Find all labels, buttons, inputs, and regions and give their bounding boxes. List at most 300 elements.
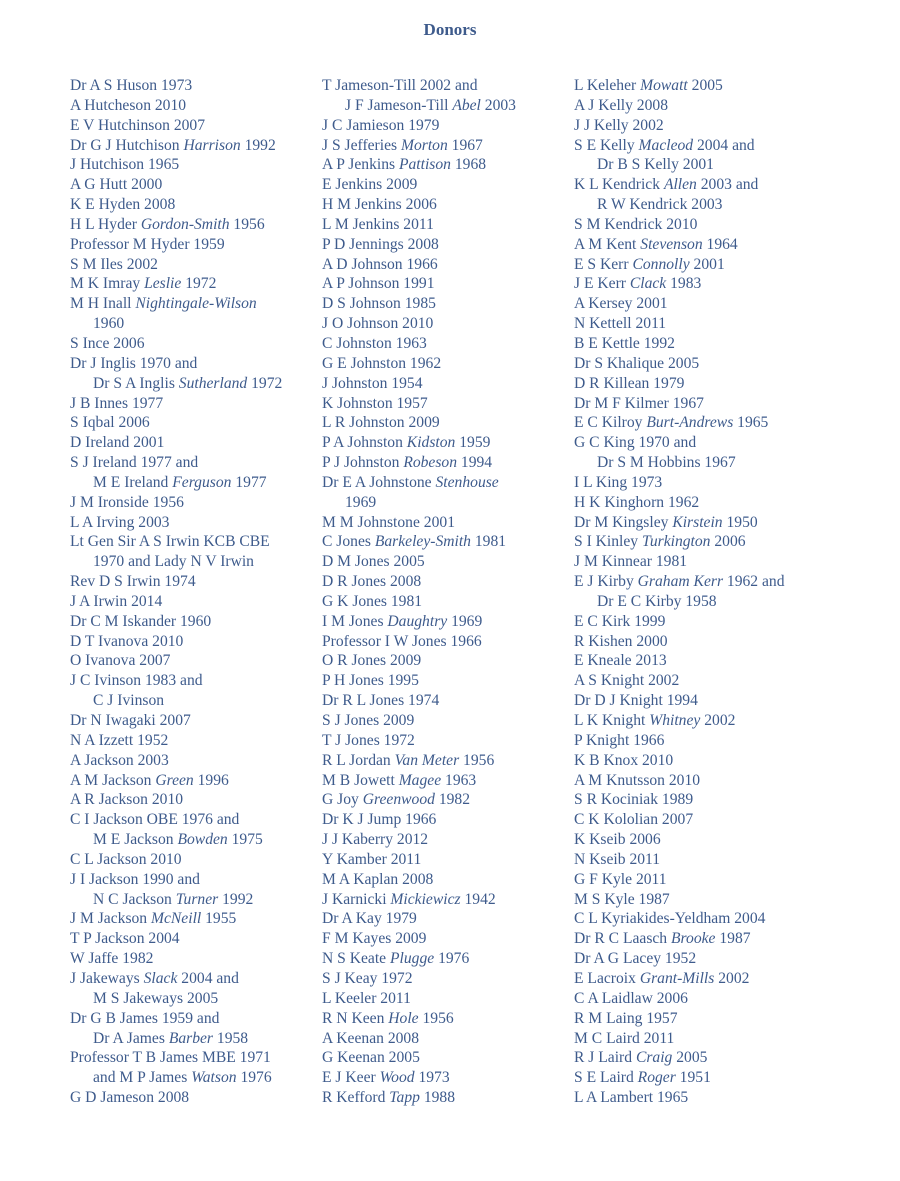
- donor-text: M S Kyle 1987: [574, 890, 670, 908]
- donor-entry: [322, 870, 574, 890]
- donor-line: [574, 473, 824, 493]
- maiden-name: Morton: [400, 136, 448, 154]
- donor-text: C L Kyriakides-Yeldham 2004: [574, 910, 766, 928]
- donor-entry: [322, 632, 574, 652]
- donor-entry: [322, 949, 574, 969]
- donor-line: [70, 790, 322, 810]
- donor-line: [574, 96, 824, 116]
- maiden-name: Mickiewicz: [390, 890, 461, 908]
- donor-entry: [322, 394, 574, 414]
- donor-line: [322, 989, 574, 1009]
- donor-text: Dr B S Kelly 2001: [597, 156, 714, 174]
- donor-text: 1970 and Lady N V Irwin: [93, 553, 254, 571]
- donor-entry: [322, 929, 574, 949]
- donor-text: J Jakeways: [70, 969, 144, 987]
- donor-entry: [322, 513, 574, 533]
- donor-entry: [70, 413, 322, 433]
- donor-text: T J Jones 1972: [322, 731, 415, 749]
- donor-line: [322, 394, 574, 414]
- donor-text: 1956: [459, 751, 495, 769]
- donor-line: [70, 731, 322, 751]
- donor-entry: [322, 711, 574, 731]
- maiden-name: Nightingale-Wilson: [135, 295, 257, 313]
- donor-entry: [70, 175, 322, 195]
- donor-entry: [322, 294, 574, 314]
- donor-text: C L Jackson 2010: [70, 850, 182, 868]
- donor-line: [70, 394, 322, 414]
- donor-text: 1972: [247, 374, 283, 392]
- donor-entry: [574, 473, 824, 493]
- donor-entry: [322, 453, 574, 473]
- donor-text: Dr A G Lacey 1952: [574, 950, 697, 968]
- donor-line-continued: [574, 195, 824, 215]
- donor-text: 1987: [715, 930, 751, 948]
- maiden-name: Graham Kerr: [637, 573, 724, 591]
- donor-text: L Keeler 2011: [322, 989, 411, 1007]
- donor-line: [322, 76, 574, 96]
- donor-entry: [574, 413, 824, 433]
- donor-text: 1988: [419, 1089, 456, 1107]
- donor-line: [574, 1088, 824, 1108]
- donor-entry: [322, 195, 574, 215]
- maiden-name: Sutherland: [178, 374, 248, 392]
- donor-text: J F Jameson-Till: [345, 96, 453, 114]
- donor-entry: [70, 493, 322, 513]
- donor-text: H L Hyder: [70, 215, 141, 233]
- donor-text: G Keenan 2005: [322, 1049, 420, 1067]
- donor-entry: [574, 175, 824, 215]
- donor-line: [322, 592, 574, 612]
- donor-line: [574, 949, 824, 969]
- donor-entry: [574, 909, 824, 929]
- donor-line: [70, 929, 322, 949]
- donor-text: Professor M Hyder 1959: [70, 235, 225, 253]
- donor-text: 1963: [441, 771, 477, 789]
- donor-text: P J Johnston: [322, 454, 404, 472]
- donor-line: [322, 632, 574, 652]
- donor-entry: [70, 651, 322, 671]
- donor-line: [322, 235, 574, 255]
- donor-text: S Iqbal 2006: [70, 414, 150, 432]
- donor-text: L A Irving 2003: [70, 513, 170, 531]
- donor-line: [70, 632, 322, 652]
- donor-text: E J Kirby: [574, 573, 638, 591]
- donor-text: E C Kirk 1999: [574, 612, 666, 630]
- donor-entry: [70, 1048, 322, 1088]
- maiden-name: Burt-Andrews: [646, 414, 734, 432]
- donor-entry: [322, 334, 574, 354]
- donor-text: C Jones: [322, 533, 375, 551]
- donor-line: [322, 890, 574, 910]
- maiden-name: Plugge: [390, 950, 435, 968]
- donor-text: 2003: [480, 96, 516, 114]
- donor-line: [322, 771, 574, 791]
- donor-line: [70, 651, 322, 671]
- donor-entry: [322, 155, 574, 175]
- donor-line: [70, 215, 322, 235]
- donor-text: E C Kilroy: [574, 414, 647, 432]
- donor-line: [70, 235, 322, 255]
- donor-entry: [322, 473, 574, 513]
- donor-text: Dr K J Jump 1966: [322, 811, 437, 829]
- maiden-name: Connolly: [632, 255, 690, 273]
- donor-entry: [322, 1029, 574, 1049]
- donor-line: [574, 76, 824, 96]
- maiden-name: Allen: [663, 176, 697, 194]
- donor-text: E Lacroix: [574, 969, 640, 987]
- donor-line: [70, 909, 322, 929]
- donor-line: [322, 691, 574, 711]
- maiden-name: Grant-Mills: [639, 969, 715, 987]
- donor-entry: [574, 691, 824, 711]
- donor-text: H K Kinghorn 1962: [574, 493, 700, 511]
- maiden-name: Kidston: [406, 434, 456, 452]
- donor-line: [322, 731, 574, 751]
- donor-line: [574, 394, 824, 414]
- donor-entry: [70, 870, 322, 910]
- donor-entry: [322, 830, 574, 850]
- donor-text: Y Kamber 2011: [322, 850, 422, 868]
- donor-entry: [574, 651, 824, 671]
- donor-text: Dr M F Kilmer 1967: [574, 394, 704, 412]
- donor-line: [574, 810, 824, 830]
- donor-text: S E Kelly: [574, 136, 639, 154]
- donor-entry: [574, 493, 824, 513]
- donor-entry: [70, 235, 322, 255]
- donor-text: Dr G J Hutchison: [70, 136, 184, 154]
- donor-text: S E Laird: [574, 1069, 638, 1087]
- donor-text: A Hutcheson 2010: [70, 96, 187, 114]
- donor-line-continued: [70, 1068, 322, 1088]
- donor-line: [322, 711, 574, 731]
- donor-entry: [70, 294, 322, 334]
- page-title: Donors: [423, 20, 477, 39]
- donor-text: A D Johnson 1966: [322, 255, 438, 273]
- donor-text: A J Kelly 2008: [574, 96, 668, 114]
- maiden-name: Clack: [629, 275, 667, 293]
- donor-line: [322, 552, 574, 572]
- donor-text: 2002: [700, 712, 736, 729]
- donor-line: [574, 116, 824, 136]
- donor-line-continued: [70, 314, 322, 334]
- donor-text: B E Kettle 1992: [574, 334, 675, 352]
- donor-line: [574, 1029, 824, 1049]
- donor-text: R Kefford: [322, 1089, 390, 1107]
- donor-line: [322, 751, 574, 771]
- maiden-name: Leslie: [144, 275, 182, 293]
- donor-text: Dr C M Iskander 1960: [70, 612, 212, 630]
- donor-entry: [70, 453, 322, 493]
- donor-line: [574, 433, 824, 453]
- donor-text: 1975: [227, 831, 263, 849]
- donor-text: A S Knight 2002: [574, 672, 680, 690]
- donor-text: Professor T B James MBE 1971: [70, 1049, 271, 1067]
- donor-line: [70, 513, 322, 533]
- donor-entry: [70, 354, 322, 394]
- donor-entry: [322, 552, 574, 572]
- donor-entry: [322, 671, 574, 691]
- donor-text: K L Kendrick: [574, 176, 664, 194]
- maiden-name: Harrison: [183, 136, 241, 154]
- maiden-name: Roger: [637, 1069, 676, 1087]
- donor-entry: [322, 1068, 574, 1088]
- donor-text: 1951: [675, 1069, 711, 1087]
- donor-entry: [574, 314, 824, 334]
- donor-text: A M Kent: [574, 235, 641, 253]
- donor-entry: [70, 929, 322, 949]
- donor-entry: [70, 76, 322, 96]
- donor-line: [70, 1009, 322, 1029]
- donor-text: 1968: [450, 156, 487, 174]
- donor-text: 1956: [418, 1009, 454, 1027]
- donor-line-continued: [70, 830, 322, 850]
- donor-text: J A Irwin 2014: [70, 592, 163, 610]
- donor-text: 1969: [447, 612, 483, 630]
- donor-text: 1981: [470, 533, 507, 551]
- donor-text: J E Kerr: [574, 275, 630, 293]
- maiden-name: Craig: [635, 1049, 673, 1067]
- donor-line: [322, 810, 574, 830]
- donor-text: 1942: [460, 890, 496, 908]
- donor-text: 1982: [434, 791, 471, 809]
- donor-text: M E Jackson: [93, 831, 178, 849]
- maiden-name: Mowatt: [640, 77, 688, 94]
- donor-entry: [574, 215, 824, 235]
- donor-entry: [574, 394, 824, 414]
- donor-text: J Johnston 1954: [322, 374, 423, 392]
- maiden-name: Slack: [143, 969, 178, 987]
- donor-entry: [322, 969, 574, 989]
- donor-line: [322, 1009, 574, 1029]
- donor-text: L R Johnston 2009: [322, 414, 440, 432]
- donor-entry: [322, 255, 574, 275]
- donor-text: R N Keen: [322, 1009, 389, 1027]
- donor-entry: [574, 235, 824, 255]
- donor-entry: [70, 612, 322, 632]
- donor-entry: [574, 850, 824, 870]
- donor-text: M B Jowett: [322, 771, 399, 789]
- donor-text: C K Kololian 2007: [574, 811, 694, 829]
- donor-entry: [322, 592, 574, 612]
- donor-entry: [70, 711, 322, 731]
- donor-entry: [70, 513, 322, 533]
- donor-line: [574, 294, 824, 314]
- donor-line: [70, 155, 322, 175]
- donor-text: N S Keate: [322, 950, 390, 968]
- maiden-name: Wood: [379, 1069, 415, 1087]
- donor-text: M K Imray: [70, 275, 145, 293]
- donor-entry: [70, 909, 322, 929]
- donor-entry: [70, 771, 322, 791]
- donor-text: M M Johnstone 2001: [322, 513, 455, 531]
- donor-text: E Jenkins 2009: [322, 176, 418, 194]
- donor-line-continued: [70, 989, 322, 1009]
- donor-text: I M Jones: [322, 612, 388, 630]
- donor-entry: [322, 314, 574, 334]
- donor-text: Dr A S Huson 1973: [70, 77, 193, 94]
- donor-entry: [574, 790, 824, 810]
- maiden-name: Macleod: [638, 136, 694, 154]
- donor-text: H M Jenkins 2006: [322, 196, 437, 214]
- donor-text: M H Inall: [70, 295, 136, 313]
- donor-text: N Kettell 2011: [574, 315, 667, 333]
- donor-entry: [322, 989, 574, 1009]
- donor-line: [322, 413, 574, 433]
- donor-entry: [574, 1029, 824, 1049]
- donor-text: S J Ireland 1977 and: [70, 454, 199, 472]
- donor-entry: [70, 255, 322, 275]
- donor-line: [70, 949, 322, 969]
- donor-entry: [574, 810, 824, 830]
- donor-line: [574, 711, 824, 731]
- donor-text: R J Laird: [574, 1049, 636, 1067]
- donor-line: [574, 909, 824, 929]
- donor-entry: [574, 572, 824, 612]
- donor-line: [70, 711, 322, 731]
- donor-line: [322, 314, 574, 334]
- donor-text: S J Jones 2009: [322, 712, 415, 729]
- donor-line: [70, 195, 322, 215]
- donor-line: [322, 255, 574, 275]
- donor-text: E S Kerr: [574, 255, 633, 273]
- maiden-name: Bowden: [177, 831, 228, 849]
- donor-text: D R Killean 1979: [574, 374, 685, 392]
- donor-text: 1976: [236, 1069, 272, 1087]
- donor-entry: [574, 294, 824, 314]
- donor-line: [322, 215, 574, 235]
- donor-text: A G Hutt 2000: [70, 176, 163, 194]
- donor-entry: [574, 969, 824, 989]
- donor-line: [322, 136, 574, 156]
- donor-text: Dr R C Laasch: [574, 930, 672, 948]
- donor-entry: [574, 354, 824, 374]
- donor-entry: [574, 513, 824, 533]
- donor-line: [322, 513, 574, 533]
- donor-entry: [574, 96, 824, 116]
- donor-line: [70, 850, 322, 870]
- donor-text: J Karnicki: [322, 890, 391, 908]
- donor-line: [70, 274, 322, 294]
- donor-text: M C Laird 2011: [574, 1029, 675, 1047]
- donor-text: N A Izzett 1952: [70, 731, 169, 749]
- donor-line: [322, 909, 574, 929]
- donor-line: [574, 731, 824, 751]
- donor-entry: [322, 572, 574, 592]
- donor-line: [70, 136, 322, 156]
- donor-line: [70, 76, 322, 96]
- donor-line: [574, 1048, 824, 1068]
- donor-text: J M Ironside 1956: [70, 493, 184, 511]
- maiden-name: Magee: [398, 771, 442, 789]
- donor-entry: [574, 671, 824, 691]
- donor-entry: [574, 532, 824, 552]
- donor-entry: [574, 870, 824, 890]
- donor-entry: [70, 96, 322, 116]
- donor-entry: [322, 116, 574, 136]
- donor-line: [574, 651, 824, 671]
- donor-text: A Keenan 2008: [322, 1029, 420, 1047]
- donor-line: [70, 810, 322, 830]
- donor-text: E V Hutchinson 2007: [70, 116, 206, 134]
- donor-line: [70, 671, 322, 691]
- donor-entry: [322, 175, 574, 195]
- donor-entry: [574, 433, 824, 473]
- donor-line: [70, 771, 322, 791]
- donor-entry: [574, 116, 824, 136]
- donor-text: S I Kinley: [574, 533, 643, 551]
- donor-entry: [70, 195, 322, 215]
- donor-text: D R Jones 2008: [322, 573, 422, 591]
- donor-text: D S Johnson 1985: [322, 295, 436, 313]
- donor-text: S M Iles 2002: [70, 255, 158, 273]
- donor-text: A R Jackson 2010: [70, 791, 184, 809]
- donor-text: J Hutchison 1965: [70, 156, 180, 174]
- donor-line: [574, 751, 824, 771]
- donor-line: [70, 294, 322, 314]
- donor-text: J B Innes 1977: [70, 394, 164, 412]
- donor-text: C J Ivinson: [93, 692, 165, 710]
- donor-line: [322, 870, 574, 890]
- donor-text: F M Kayes 2009: [322, 930, 427, 948]
- donor-text: G F Kyle 2011: [574, 870, 667, 888]
- donor-line-continued: [70, 1029, 322, 1049]
- donor-line: [574, 890, 824, 910]
- donor-entry: [322, 235, 574, 255]
- donor-text: N Kseib 2011: [574, 850, 661, 868]
- donor-line: [574, 552, 824, 572]
- donor-entry: [70, 671, 322, 711]
- donor-text: J I Jackson 1990 and: [70, 870, 200, 888]
- donor-text: J O Johnson 2010: [322, 315, 434, 333]
- donor-column-1: [70, 76, 322, 1108]
- donor-line: [574, 612, 824, 632]
- donor-text: P Knight 1966: [574, 731, 665, 749]
- donor-text: 1996: [193, 771, 229, 789]
- donor-text: J C Ivinson 1983 and: [70, 672, 203, 690]
- donor-entry: [322, 532, 574, 552]
- donor-entry: [322, 413, 574, 433]
- donor-text: G E Johnston 1962: [322, 354, 442, 372]
- donor-entry: [322, 1088, 574, 1108]
- donor-entry: [574, 929, 824, 949]
- donor-entry: [70, 632, 322, 652]
- donor-text: A M Knutsson 2010: [574, 771, 701, 789]
- donor-line: [574, 374, 824, 394]
- donor-line: [322, 830, 574, 850]
- donor-line-continued: [70, 473, 322, 493]
- donor-line: [574, 929, 824, 949]
- maiden-name: Van Meter: [394, 751, 460, 769]
- donor-entry: [574, 949, 824, 969]
- donor-line: [322, 354, 574, 374]
- donor-text: 2005: [672, 1049, 708, 1067]
- donor-entry: [70, 116, 322, 136]
- donor-text: T P Jackson 2004: [70, 930, 180, 948]
- donor-line: [574, 136, 824, 156]
- donor-entry: [574, 1009, 824, 1029]
- donor-line: [322, 374, 574, 394]
- donor-text: J C Jamieson 1979: [322, 116, 440, 134]
- donor-text: A Jackson 2003: [70, 751, 169, 769]
- donor-text: Rev D S Irwin 1974: [70, 573, 196, 591]
- donor-entry: [574, 552, 824, 572]
- donor-line-continued: [574, 592, 824, 612]
- donor-line: [70, 255, 322, 275]
- donor-line: [574, 691, 824, 711]
- donor-line: [322, 473, 574, 493]
- donor-entry: [322, 374, 574, 394]
- donor-line: [70, 969, 322, 989]
